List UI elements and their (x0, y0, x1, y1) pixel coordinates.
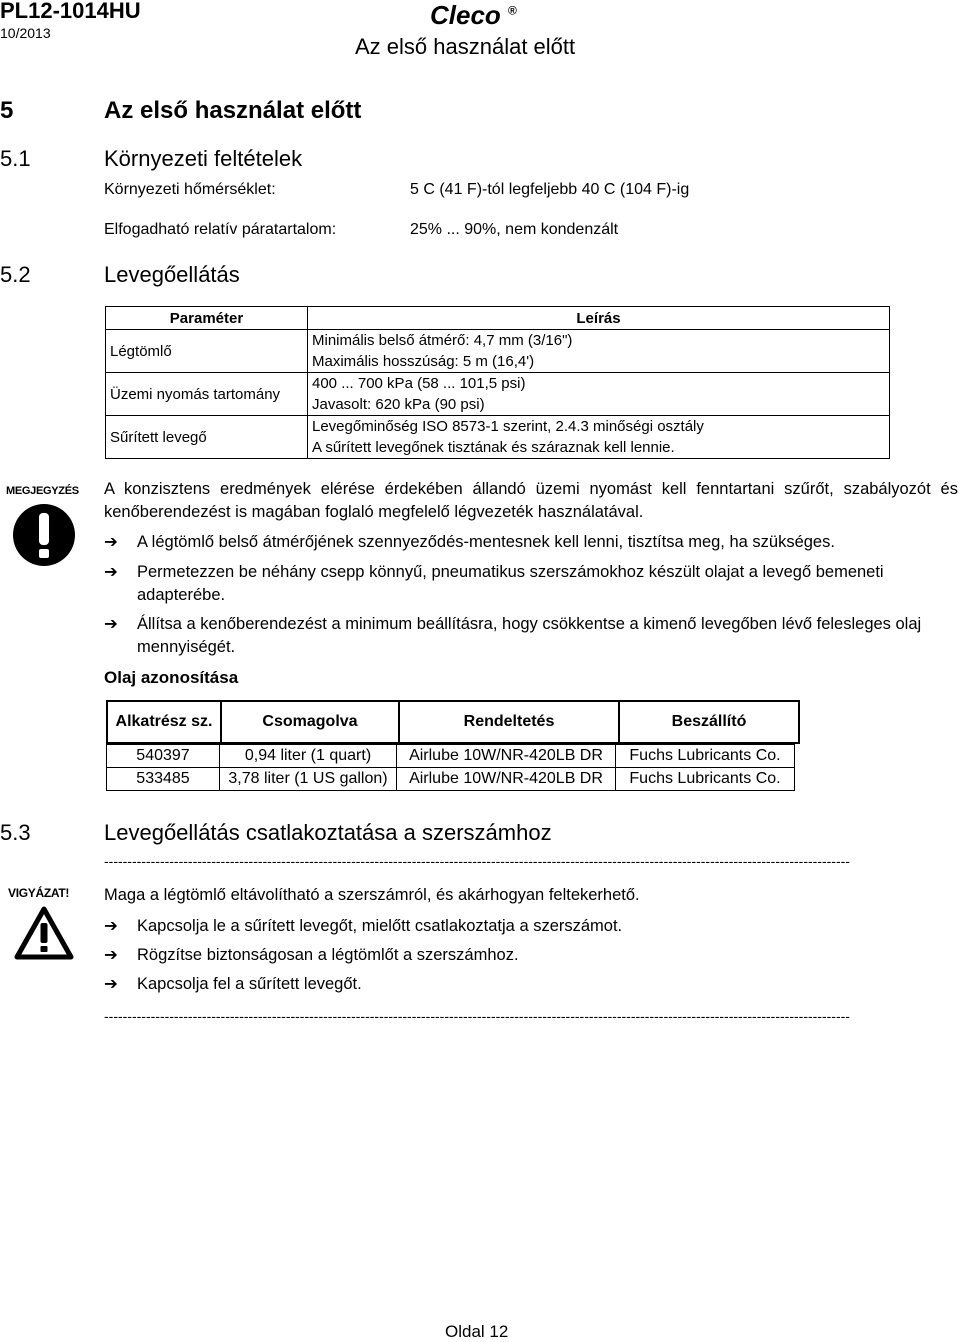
arrow-right-icon: ➔ (104, 615, 118, 633)
section-5-3-number: 5.3 (0, 820, 31, 845)
section-5-2-number: 5.2 (0, 262, 31, 287)
arrow-right-icon: ➔ (104, 533, 118, 551)
list-item: ➔ Rögzítse biztonságosan a légtömlőt a szerszámhoz. (104, 944, 944, 967)
oil-cell: 533485 (107, 768, 220, 791)
section-5-number: 5 (0, 97, 14, 124)
desc-line: Maximális hosszúság: 5 m (16,4') (312, 353, 535, 370)
table-row (106, 373, 890, 416)
header-title: Az első használat előtt (355, 34, 576, 59)
brand-name: Cleco (430, 0, 501, 30)
param-compressed-air: Sűrített levegő (106, 416, 308, 459)
oil-title: Olaj azonosítása (104, 668, 239, 687)
air-supply-table (105, 306, 890, 459)
oil-header-supplier: Beszállító (619, 701, 799, 743)
env-temp-value: 5 C (41 F)-tól legfeljebb 40 C (104 F)-ig (410, 181, 690, 198)
list-item: ➔ Kapcsolja fel a sűrített levegőt. (104, 973, 944, 996)
table-row (107, 768, 795, 791)
humidity-value: 25% ... 90%, nem kondenzált (410, 221, 619, 238)
list-item: ➔ A légtömlő belső átmérőjének szennyeződés-mentesnek kell lenni, tisztítsa meg, ha szükséges. (104, 531, 944, 554)
table-header-description: Leírás (308, 307, 890, 330)
note-block (6, 485, 88, 572)
oil-cell: 3,78 liter (1 US gallon) (220, 768, 397, 791)
arrow-right-icon: ➔ (104, 563, 118, 581)
desc-hose (308, 330, 890, 373)
section-5-3-title: Levegőellátás csatlakoztatása a szerszámhoz (104, 820, 552, 845)
caution-label: VIGYÁZAT! (8, 886, 70, 900)
desc-pressure (308, 373, 890, 416)
param-pressure: Üzemi nyomás tartomány (106, 373, 308, 416)
registered-mark: ® (508, 3, 517, 18)
desc-line: Levegőminőség ISO 8573-1 szerint, 2.4.3 minőségi osztály (312, 418, 704, 435)
list-item: ➔ Állítsa a kenőberendezést a minimum beállításra, hogy csökkentse a kimenő levegőben lévő felesleges olaj mennyiségét. (104, 615, 922, 656)
humidity-label: Elfogadható relatív páratartalom: (104, 221, 337, 238)
oil-table-header (106, 700, 800, 744)
list-item: ➔ Kapcsolja le a sűrített levegőt, mielőtt csatlakoztatja a szerszámot. (104, 915, 944, 938)
note-label: MEGJEGYZÉS (6, 485, 79, 497)
caution-intro: Maga a légtömlő eltávolítható a szerszámról, és akárhogyan feltekerhető. (104, 886, 640, 904)
oil-cell: 540397 (107, 745, 220, 768)
param-hose: Légtömlő (106, 330, 308, 373)
oil-cell: Airlube 10W/NR-420LB DR (397, 745, 616, 768)
oil-cell: Fuchs Lubricants Co. (616, 768, 795, 791)
desc-line: Javasolt: 620 kPa (90 psi) (312, 396, 485, 413)
divider: ---------------------------------------------------------------------------------------------------------------------------------------------------------------- (104, 1008, 850, 1024)
table-row (107, 745, 795, 768)
oil-header-package: Csomagolva (221, 701, 399, 743)
desc-compressed-air (308, 416, 890, 459)
warning-triangle-icon (14, 906, 74, 960)
oil-table (106, 744, 795, 791)
table-row (106, 330, 890, 373)
document-id: PL12-1014HU (0, 0, 141, 23)
note-text: A konzisztens eredmények elérése érdekében állandó üzemi nyomást kell fenntartani szűrőt, szabályozót és kenőberendezést is magában foglaló megfelelő légvezeték használatával. (104, 480, 958, 521)
oil-cell: Fuchs Lubricants Co. (616, 745, 795, 768)
table-header-row (106, 307, 890, 330)
arrow-right-icon: ➔ (104, 946, 118, 964)
section-5-1-number: 5.1 (0, 146, 31, 171)
desc-line: A sűrített levegőnek tisztának és száraznak kell lennie. (312, 439, 675, 456)
page-number: Oldal 12 (445, 1322, 509, 1341)
exclamation-icon (12, 503, 76, 567)
brand-logo (430, 0, 517, 31)
arrow-right-icon: ➔ (104, 917, 118, 935)
document-date: 10/2013 (0, 25, 51, 41)
desc-line: 400 ... 700 kPa (58 ... 101,5 psi) (312, 375, 526, 392)
caution-block (8, 886, 88, 965)
list-item: ➔ Permetezzen be néhány csepp könnyű, pneumatikus szerszámokhoz készült olajat a levegő bemeneti adapterébe. (104, 563, 884, 604)
oil-header-purpose: Rendeltetés (399, 701, 619, 743)
oil-cell: 0,94 liter (1 quart) (220, 745, 397, 768)
divider: ---------------------------------------------------------------------------------------------------------------------------------------------------------------- (104, 853, 850, 869)
env-temp-label: Környezeti hőmérséklet: (104, 181, 276, 198)
section-5-title: Az első használat előtt (104, 97, 362, 124)
desc-line: Minimális belső átmérő: 4,7 mm (3/16") (312, 332, 573, 349)
oil-header-part: Alkatrész sz. (107, 701, 221, 743)
arrow-right-icon: ➔ (104, 975, 118, 993)
section-5-1-title: Környezeti feltételek (104, 146, 303, 171)
oil-cell: Airlube 10W/NR-420LB DR (397, 768, 616, 791)
section-5-2-title: Levegőellátás (104, 262, 240, 287)
table-row (106, 416, 890, 459)
table-header-parameter: Paraméter (106, 307, 308, 330)
